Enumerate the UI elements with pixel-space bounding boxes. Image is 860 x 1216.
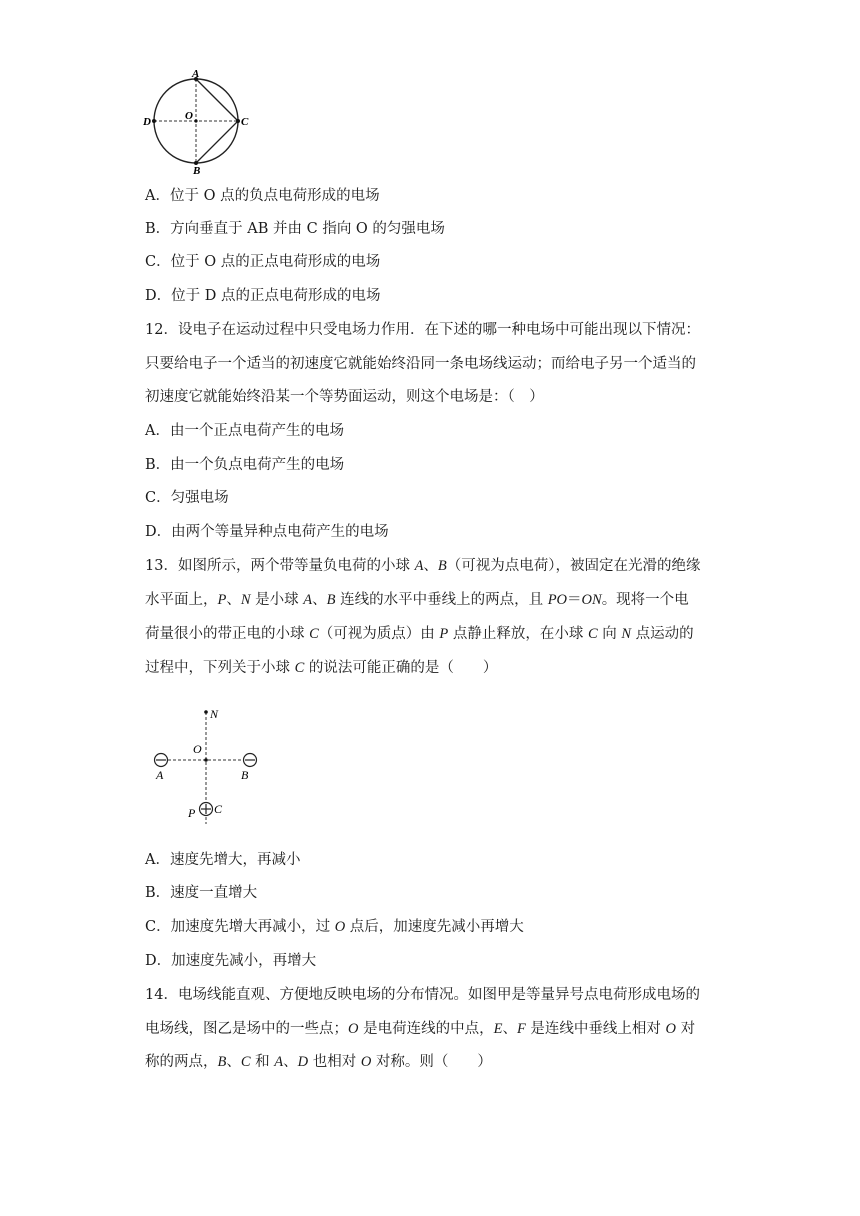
q13-stem-line-3: 荷量很小的带正电的小球 C（可视为质点）由 P 点静止释放，在小球 C 向 N 点运动的 [145, 626, 694, 642]
negative-charge-a-icon [155, 754, 168, 767]
label-c: C [241, 116, 249, 128]
q13-option-d: D．加速度先减小，再增大 [145, 953, 317, 969]
q14-stem-line-2: 电场线，图乙是场中的一些点；O 是电荷连线的中点，E、F 是连线中垂线上相对 O 对 [145, 1021, 696, 1037]
q13-stem-line-4: 过程中，下列关于小球 C 的说法可能正确的是（ ） [145, 660, 498, 676]
q14-stem-line-1: 14．电场线能直观、方便地反映电场的分布情况。如图甲是等量异号点电荷形成电场的 [145, 987, 700, 1003]
q12-stem-line-2: 只要给电子一个适当的初速度它就能始终沿同一条电场线运动；而给电子另一个适当的 [145, 356, 696, 372]
q12-stem-line-3: 初速度它就能始终沿某一个等势面运动，则这个电场是：（ ） [145, 389, 544, 405]
point-o [204, 758, 208, 762]
negative-charge-b-icon [244, 754, 257, 767]
label-b: B [241, 768, 249, 782]
label-o: O [185, 110, 193, 122]
q11-option-a: A．位于 O 点的负点电荷形成的电场 [145, 188, 380, 204]
q14-stem-line-3: 称的两点，B、C 和 A、D 也相对 O 对称。则（ ） [145, 1054, 492, 1070]
q12-option-a: A．由一个正点电荷产生的电场 [145, 423, 344, 439]
label-o: O [193, 742, 202, 756]
point-n [204, 710, 208, 714]
q13-option-a: A．速度先增大，再减小 [145, 852, 301, 868]
label-b: B [193, 165, 201, 177]
q12-option-d: D．由两个等量异种点电荷产生的电场 [145, 524, 389, 540]
q12-stem-line-1: 12．设电子在运动过程中只受电场力作用．在下述的哪一种电场中可能出现以下情况： [145, 322, 700, 338]
q11-option-b: B．方向垂直于 AB 并由 C 指向 O 的匀强电场 [145, 221, 445, 237]
q13-stem-line-1: 13．如图所示，两个带等量负电荷的小球 A、B（可视为点电荷），被固定在光滑的绝缘 [145, 558, 701, 574]
label-p: P [188, 806, 196, 820]
q11-option-d: D．位于 D 点的正点电荷形成的电场 [145, 288, 381, 304]
circle-diagram [140, 66, 260, 178]
point-o [194, 119, 197, 122]
label-a: A [192, 68, 200, 80]
label-d: D [143, 116, 151, 128]
point-c [236, 119, 240, 123]
charges-diagram [140, 700, 280, 830]
point-d [152, 119, 156, 123]
q13-stem-line-2: 水平面上，P、N 是小球 A、B 连线的水平中垂线上的两点，且 PO＝ON。现将一个电 [145, 592, 689, 608]
q11-option-c: C．位于 O 点的正点电荷形成的电场 [145, 254, 381, 270]
positive-charge-c-icon [200, 803, 213, 816]
q12-option-c: C．匀强电场 [145, 490, 229, 506]
label-n: N [210, 707, 219, 721]
q13-option-b: B．速度一直增大 [145, 885, 258, 901]
q13-option-c: C．加速度先增大再减小，过 O 点后，加速度先减小再增大 [145, 919, 524, 935]
q12-option-b: B．由一个负点电荷产生的电场 [145, 457, 345, 473]
label-a: A [156, 768, 164, 782]
label-c: C [214, 802, 223, 816]
